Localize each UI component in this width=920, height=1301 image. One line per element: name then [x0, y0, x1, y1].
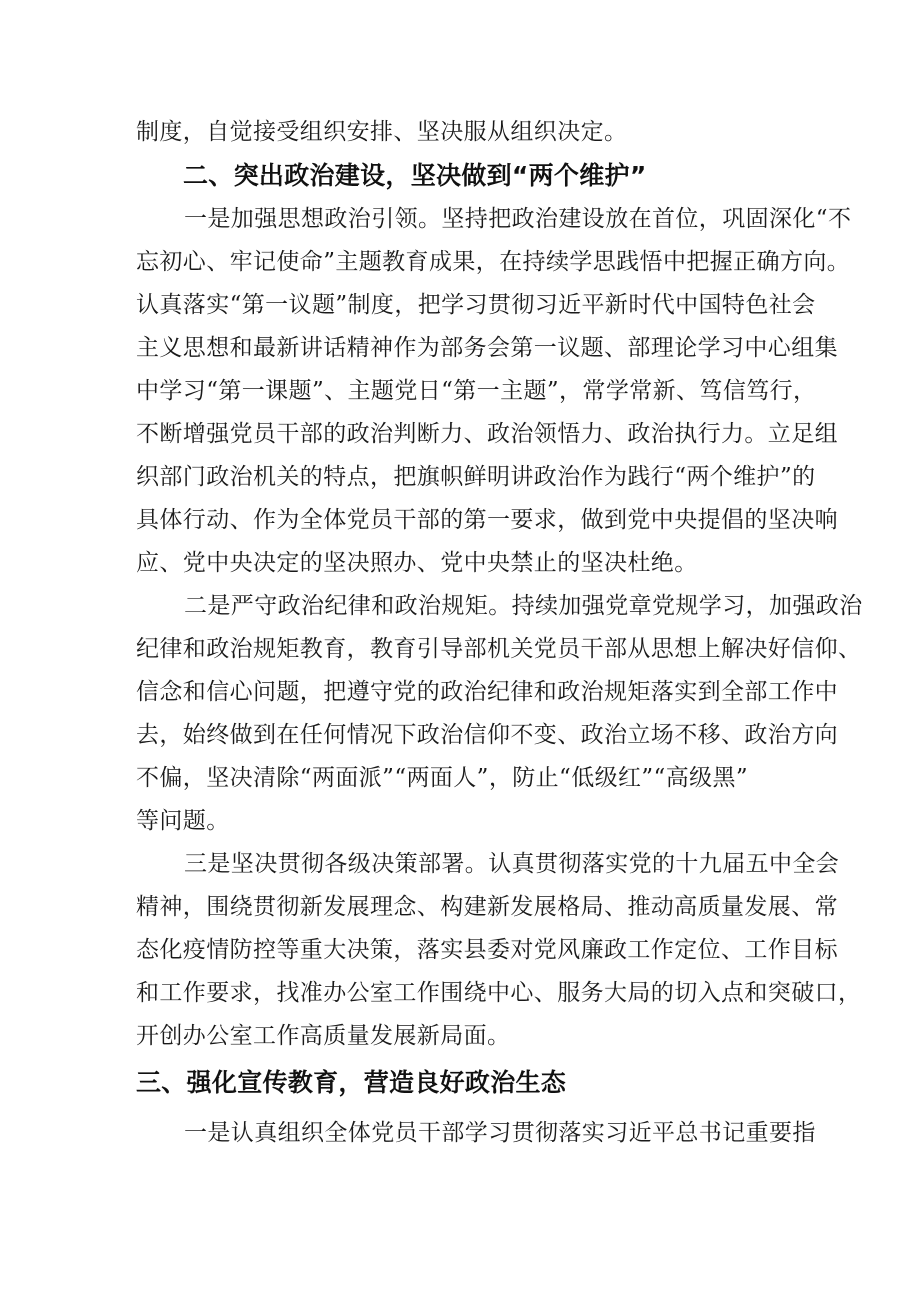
text-line: 不偏，坚决清除“两面派”“两面人”，防止“低级红”“高级黑”: [136, 765, 749, 791]
text-line: 认真落实“第一议题”制度，把学习贯彻习近平新时代中国特色社会: [136, 292, 816, 318]
section-heading: 三、强化宣传教育，营造良好政治生态: [136, 1068, 567, 1097]
text-line: 一是加强思想政治引领。坚持把政治建设放在首位，巩固深化“不: [184, 206, 852, 232]
text-line: 织部门政治机关的特点，把旗帜鲜明讲政治作为践行“两个维护”的: [136, 464, 816, 490]
text-line: 开创办公室工作高质量发展新局面。: [136, 1023, 511, 1049]
text-line: 制度，自觉接受组织安排、坚决服从组织决定。: [136, 119, 628, 145]
text-line: 精神，围绕贯彻新发展理念、构建新发展格局、推动高质量发展、常: [136, 894, 838, 920]
section-heading: 二、突出政治建设，坚决做到“两个维护”: [183, 161, 647, 190]
text-line: 纪律和政治规矩教育，教育引导部机关党员干部从思想上解决好信仰、: [136, 636, 862, 662]
text-line: 主义思想和最新讲话精神作为部务会第一议题、部理论学习中心组集: [136, 335, 838, 361]
text-line: 态化疫情防控等重大决策，落实县委对党风廉政工作定位、工作目标: [136, 937, 838, 963]
text-line: 忘初心、牢记使命”主题教育成果，在持续学思践悟中把握正确方向。: [136, 249, 851, 275]
text-line: 信念和信心问题，把遵守党的政治纪律和政治规矩落实到全部工作中: [136, 679, 838, 705]
text-line: 三是坚决贯彻各级决策部署。认真贯彻落实党的十九届五中全会: [184, 851, 840, 877]
text-line: 具体行动、作为全体党员干部的第一要求，做到党中央提倡的坚决响: [136, 507, 838, 533]
text-line: 去，始终做到在任何情况下政治信仰不变、政治立场不移、政治方向: [136, 722, 838, 748]
text-line: 和工作要求，找准办公室工作围绕中心、服务大局的切入点和突破口，: [136, 980, 862, 1006]
text-line: 二是严守政治纪律和政治规矩。持续加强党章党规学习，加强政治: [184, 593, 863, 619]
text-line: 不断增强党员干部的政治判断力、政治领悟力、政治执行力。立足组: [136, 421, 838, 447]
text-line: 一是认真组织全体党员干部学习贯彻落实习近平总书记重要指: [184, 1120, 816, 1146]
text-line: 中学习“第一课题”、主题党日“第一主题”，常学常新、笃信笃行，: [136, 378, 817, 404]
text-line: 等问题。: [136, 808, 230, 834]
text-line: 应、党中央决定的坚决照办、党中央禁止的坚决杜绝。: [136, 550, 698, 576]
